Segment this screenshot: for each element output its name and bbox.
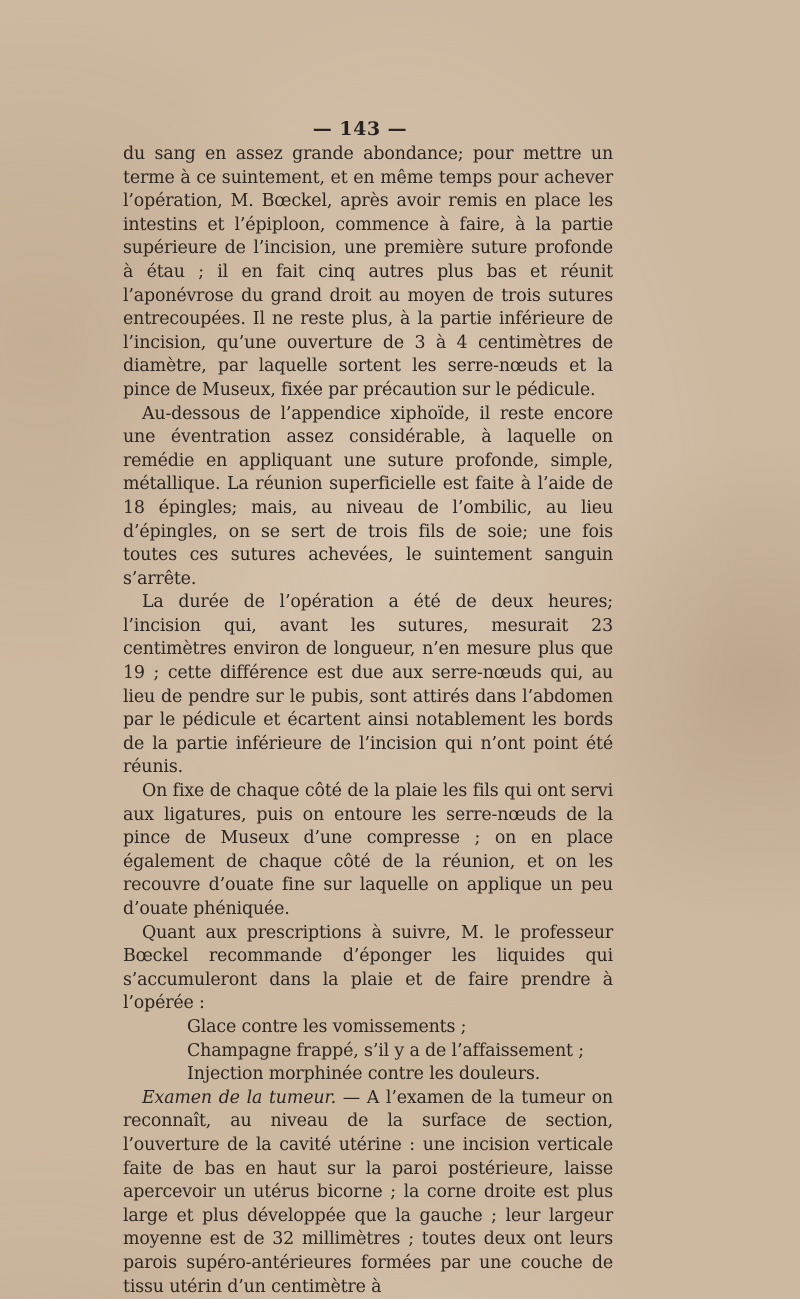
list-item-injection: Injection morphinée contre les douleurs. <box>187 1064 541 1085</box>
paragraph-2: Au-dessous de l’appendice xiphoïde, il reste encore une éventration assez considérable, à laquelle on remédie en appliquant une suture profonde, simple, métallique. La réunion superficielle est faite à l’aide de 18 épingles; mais, au niveau de l’ombilic, au lieu d’épingles, on se sert de trois fils de soie; une fois toutes ces sutures achevées, le suintement sanguin s’arrête. <box>123 403 613 589</box>
list-item-glace: Glace contre les vomissements ; <box>187 1016 467 1037</box>
section-heading: Examen de la tumeur. <box>142 1087 337 1108</box>
body-text <box>123 143 613 1299</box>
paragraph-examen <box>123 1087 613 1299</box>
paragraph-3: La durée de l’opération a été de deux heures; l’incision qui, avant les sutures, mesurait 23 centimètres environ de longueur, n’en mesure plus que 19 ; cette différence est due aux serre-nœuds qui, au lieu de pendre sur le pubis, sont attirés dans l’abdomen par le pédicule et écartent ainsi notablement les bords de la partie inférieure de l’incision qui n’ont point été réunis. <box>123 592 613 778</box>
page-number: — 143 — <box>312 118 408 140</box>
paragraph-1: du sang en assez grande abondance; pour mettre un terme à ce suintement, et en même temps pour achever l’opération, M. Bœckel, après avoir remis en place les intestins et l’épiploon, commence à faire, à la partie supérieure de l’incision, une première suture profonde à étau ; il en fait cinq autres plus bas et réunit l’aponévrose du grand droit au moyen de trois sutures entrecoupées. Il ne reste plus, à la partie inférieure de l’incision, qu’une ouverture de 3 à 4 centimètres de diamètre, par laquelle sortent les serre-nœuds et la pince de Museux, fixée par précaution sur le pédicule. <box>123 144 613 400</box>
paragraph-4: On fixe de chaque côté de la plaie les fils qui ont servi aux ligatures, puis on entoure les serre-nœuds de la pince de Museux d’une compresse ; on en place également de chaque côté de la réunion, et on les recouvre d’ouate fine sur laquelle on applique un peu d’ouate phéniquée. <box>123 781 613 919</box>
list-item-champagne: Champagne frappé, s’il y a de l’affaissement ; <box>187 1040 584 1061</box>
paragraph-examen-text: — A l’examen de la tumeur on reconnaît, au niveau de la surface de section, l’ouverture de la cavité utérine : une incision verticale faite de bas en haut sur la paroi postérieure, laisse apercevoir un utérus bicorne ; la corne droite est plus large et plus développée que la gauche ; leur largeur moyenne est de 32 millimètres ; toutes deux ont leurs parois supéro-antérieures formées par une couche de tissu utérin d’un centimètre à <box>123 1087 613 1297</box>
paragraph-5: Quant aux prescriptions à suivre, M. le professeur Bœckel recommande d’éponger les liquides qui s’accumuleront dans la plaie et de faire prendre à l’opérée : <box>123 922 613 1014</box>
